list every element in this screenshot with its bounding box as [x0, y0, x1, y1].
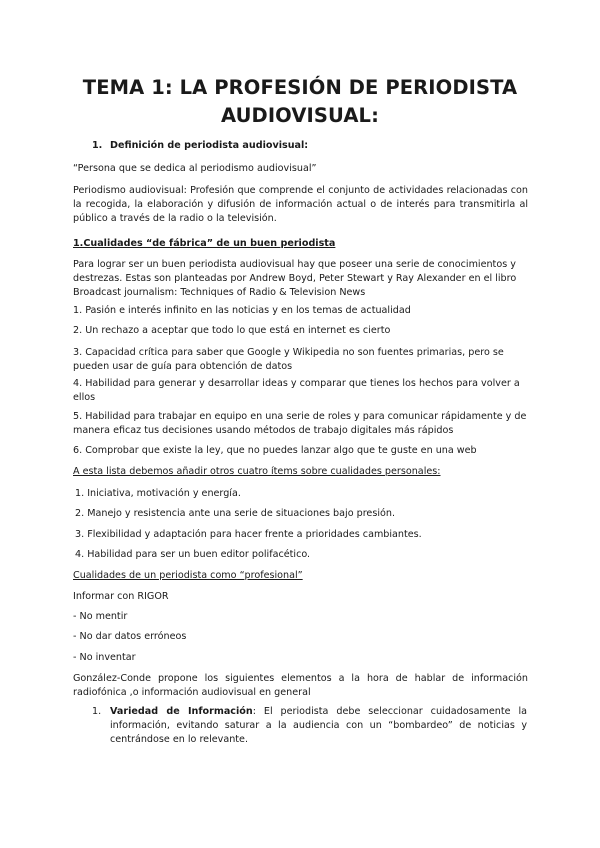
personal-item: 1. Iniciativa, motivación y energía. [75, 488, 241, 499]
section-number: 1. [92, 140, 103, 151]
element-text: : El periodista debe seleccionar cuidadosamente la información, evitando saturar a la audiencia con un “bombardeo” de noticias y centrándose en lo relevante. [110, 706, 527, 745]
rule-item: - No mentir [73, 611, 128, 622]
rule-item: - No inventar [73, 652, 136, 663]
quality-item: 1. Pasión e interés infinito en las noticias y en los temas de actualidad [73, 305, 411, 316]
definition-quote: “Persona que se dedica al periodismo audiovisual” [73, 163, 317, 174]
qualities-intro: Para lograr ser un buen periodista audiovisual hay que poseer una serie de conocimientos y destrezas. Estas son planteadas por Andrew Boyd, Peter Stewart y Ray Alexander en el libro Broadcast journalism: Techniques of Radio & Television News [73, 259, 517, 298]
quality-item: 4. Habilidad para generar y desarrollar ideas y comparar que tienes los hechos para volver a ellos [73, 378, 520, 403]
personal-heading: A esta lista debemos añadir otros cuatro ítems sobre cualidades personales: [73, 466, 441, 477]
section-heading: Definición de periodista audiovisual: [110, 140, 309, 151]
qualities-heading: 1.Cualidades “de fábrica” de un buen periodista [73, 238, 336, 249]
element-term: Variedad de Información [110, 706, 253, 717]
quality-item: 6. Comprobar que existe la ley, que no puedes lanzar algo que te guste en una web [73, 445, 477, 456]
quality-item: 2. Un rechazo a aceptar que todo lo que está en internet es cierto [73, 325, 391, 336]
definition-paragraph: Periodismo audiovisual: Profesión que comprende el conjunto de actividades relacionadas con la recogida, la elaboración y difusión de información actual o de interés para transmitirla al público a través de la radio o la televisión. [73, 185, 528, 224]
professional-heading: Cualidades de un periodista como “profesional” [73, 570, 303, 581]
page-title: TEMA 1: LA PROFESIÓN DE PERIODISTA AUDIOVISUAL: [82, 76, 518, 127]
quality-item: 5. Habilidad para trabajar en equipo en una serie de roles y para comunicar rápidamente y de manera eficaz tus decisiones usando métodos de trabajo digitales más rápidos [73, 411, 527, 436]
personal-item: 3. Flexibilidad y adaptación para hacer frente a prioridades cambiantes. [75, 529, 422, 540]
personal-item: 2. Manejo y resistencia ante una serie de situaciones bajo presión. [75, 508, 395, 519]
element-item [110, 705, 527, 747]
rigor-line: Informar con RIGOR [73, 591, 169, 602]
element-number: 1. [92, 706, 102, 717]
rule-item: - No dar datos erróneos [73, 631, 187, 642]
gonzalez-paragraph: González-Conde propone los siguientes elementos a la hora de hablar de información radiofónica ,o información audiovisual en general [73, 673, 528, 698]
quality-item: 3. Capacidad crítica para saber que Google y Wikipedia no son fuentes primarias, pero se pueden usar de guía para obtención de datos [73, 347, 504, 372]
personal-item: 4. Habilidad para ser un buen editor polifacético. [75, 549, 311, 560]
